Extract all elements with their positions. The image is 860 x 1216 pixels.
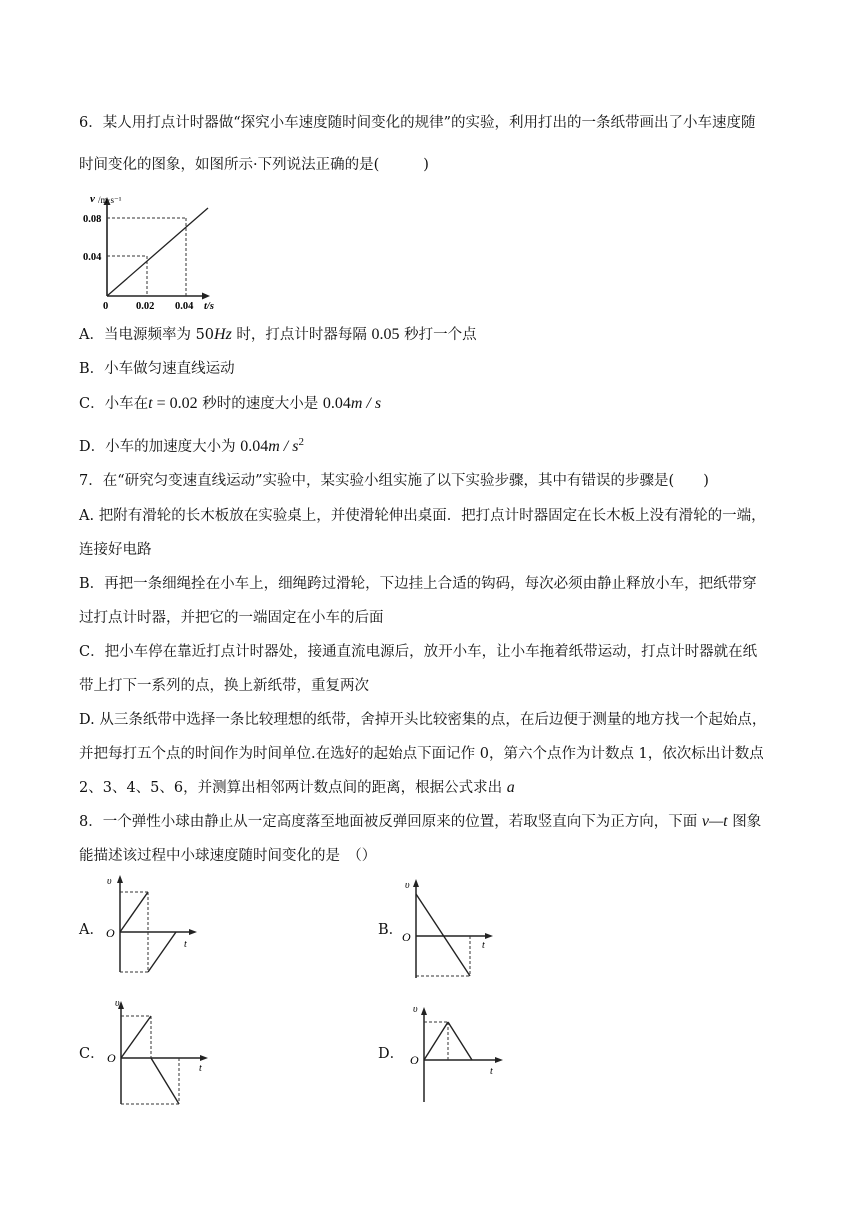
q6-x-axis-label: t/s [204,301,214,312]
q7-option-b-line-2 [79,608,384,628]
q8-c-t-label: t [199,1063,202,1074]
q6-option-b-text: B．小车做匀速直线运动 [79,361,235,377]
q8-c-segment-2 [151,1058,179,1104]
q7-option-a-line-1 [79,506,766,526]
q7-option-d-var: a [506,779,515,796]
q8-stem-var: v—t [701,813,728,830]
q7-option-c-text-1: C．把小车停在靠近打点计时器处，接通直流电源后，放开小车，让小车拖着纸带运动，打点计时器就在纸 [79,644,758,660]
q7-option-a-line-2 [79,540,152,560]
q6-option-d-exponent: 2 [298,436,304,448]
q8-option-c-graph [103,994,213,1110]
q8-d-segment-2 [448,1022,472,1060]
q7-stem-text: 7．在“研究匀变速直线运动”实验中，某实验小组实施了以下实验步骤，其中有错误的步骤是( ) [79,473,709,489]
q8-stem-text-1: 8．一个弹性小球由静止从一定高度落至地面被反弹回原来的位置，若取竖直向下为正方向，下面 [79,814,702,830]
q7-option-a-text-1: A. 把附有滑轮的长木板放在实验桌上，并使滑轮伸出桌面．把打点计时器固定在长木板上没有滑轮的一端， [79,508,766,524]
q7-option-d-line-3 [79,778,515,798]
q8-stem-text-2: 图象 [727,814,762,830]
q8-c-segment-1 [121,1016,151,1058]
q6-origin-label: 0 [103,301,109,312]
q6-data-line [107,208,208,296]
q8-stem-line-2 [79,846,376,866]
q8-b-v-label: υ [405,880,410,891]
q7-option-b-text-1: B．再把一条细绳拴在小车上，细绳跨过滑轮，下边挂上合适的钩码，每次必须由静止释放小车，把纸带穿 [79,576,757,592]
q7-option-d-text-1: D. 从三条纸带中选择一条比较理想的纸带，舍掉开头比较密集的点，在后边便于测量的地方找一个起始点， [79,712,767,728]
q6-y-unit-label: /m·s⁻¹ [98,195,122,205]
q6-option-d [79,432,304,457]
q6-option-c-text-1: C．小车在 [79,396,149,412]
q8-option-b-label: B． [378,922,404,938]
q6-option-a-text-3: 秒打一个点 [399,327,477,343]
q6-option-a-text-1: A．当电源频率为 50 [79,327,215,343]
q8-a-v-arrow [117,875,123,883]
q7-option-b-text-2: 过打点计时器，并把它的一端固定在小车的后面 [79,610,384,626]
q8-d-t-arrow [495,1057,503,1063]
q8-stem-line-1 [79,812,761,832]
q8-b-t-arrow [485,933,493,939]
q6-option-d-value: 0.04 [240,437,269,455]
q6-stem-line-2 [79,155,429,175]
q8-a-origin: O [106,926,115,940]
q8-a-segment-1 [120,892,148,932]
q6-stem-text-1: 6．某人用打点计时器做“探究小车速度随时间变化的规律”的实验，利用打出的一条纸带画出了小车速度随 [79,115,756,131]
q6-option-c [79,394,381,414]
q8-b-v-arrow [413,879,419,887]
q6-close-paren: ) [423,157,429,173]
q6-open-paren: ( [373,157,380,173]
q6-y-tick-008: 0.08 [83,214,102,225]
q8-option-d-label: D． [378,1046,405,1062]
q6-x-tick-004: 0.04 [175,301,194,312]
q6-option-d-text: D．小车的加速度大小为 [79,438,241,455]
q6-stem-text-2: 时间变化的图象，如图所示·下列说法正确的是 [79,157,374,173]
q8-d-segment-1 [424,1022,448,1060]
q8-c-origin: O [107,1051,116,1065]
q6-option-c-unit: m / s [350,395,382,412]
q6-option-a-text-2: 时，打点计时器每隔 [231,327,372,343]
q8-d-v-arrow [421,1007,427,1015]
q6-y-tick-004: 0.04 [83,252,102,263]
q6-option-a [79,325,477,345]
q6-option-c-value: 0.04 [322,395,351,412]
q7-option-a-text-2: 连接好电路 [79,542,152,558]
q8-b-segment [416,894,470,976]
q8-option-c-label: C． [79,1046,105,1062]
q8-b-origin: O [402,930,411,944]
q6-y-axis-label: v [90,193,95,205]
q6-velocity-time-graph [72,188,232,314]
q8-option-d-graph [402,998,512,1108]
q8-option-a-label: A． [79,922,104,938]
q8-c-t-arrow [200,1055,208,1061]
q8-option-b-graph [398,872,498,982]
q6-option-c-text-2: 秒时的速度大小是 [197,396,323,412]
q8-option-a-graph [102,870,202,980]
q7-option-c-line-1 [79,642,757,662]
q6-option-d-unit: m / s [268,437,299,455]
q7-option-d-text-3: 2、3、4、5、6，并测算出相邻两计数点间的距离，根据公式求出 [79,780,507,796]
q8-d-t-label: t [490,1066,493,1077]
q8-a-v-label: υ [107,876,112,887]
q7-option-b-line-1 [79,574,757,594]
q8-d-origin: O [410,1053,419,1067]
q7-option-d-line-1 [79,710,766,730]
q6-option-a-value: 0.05 [371,326,400,343]
q8-c-v-label: υ [115,998,120,1009]
q7-option-c-text-2: 带上打下一系列的点，换上新纸带，重复两次 [79,678,369,694]
q6-option-b [79,359,235,379]
q8-stem-text-3: 能描述该过程中小球速度随时间变化的是 （） [79,848,377,864]
q6-option-a-hz: Hz [214,326,232,343]
q6-stem-line-1 [79,113,756,133]
q7-stem [79,471,709,491]
q7-option-c-line-2 [79,676,369,696]
q6-option-c-eq: = 0.02 [152,395,198,412]
q6-x-tick-002: 0.02 [136,301,155,312]
q7-option-d-text-2: 并把每打五个点的时间作为时间单位.在选好的起始点下面记作 0，第六个点作为计数点 1，依次标出计数点 [79,746,764,762]
q8-d-v-label: υ [413,1004,418,1015]
q6-option-c-var: t [148,395,153,412]
q8-a-t-label: t [184,939,187,950]
q6-x-axis-arrow [202,293,210,300]
q7-option-d-line-2 [79,744,764,764]
q8-b-t-label: t [482,940,485,951]
q8-a-segment-2 [148,932,176,972]
q8-a-t-arrow [189,929,197,935]
